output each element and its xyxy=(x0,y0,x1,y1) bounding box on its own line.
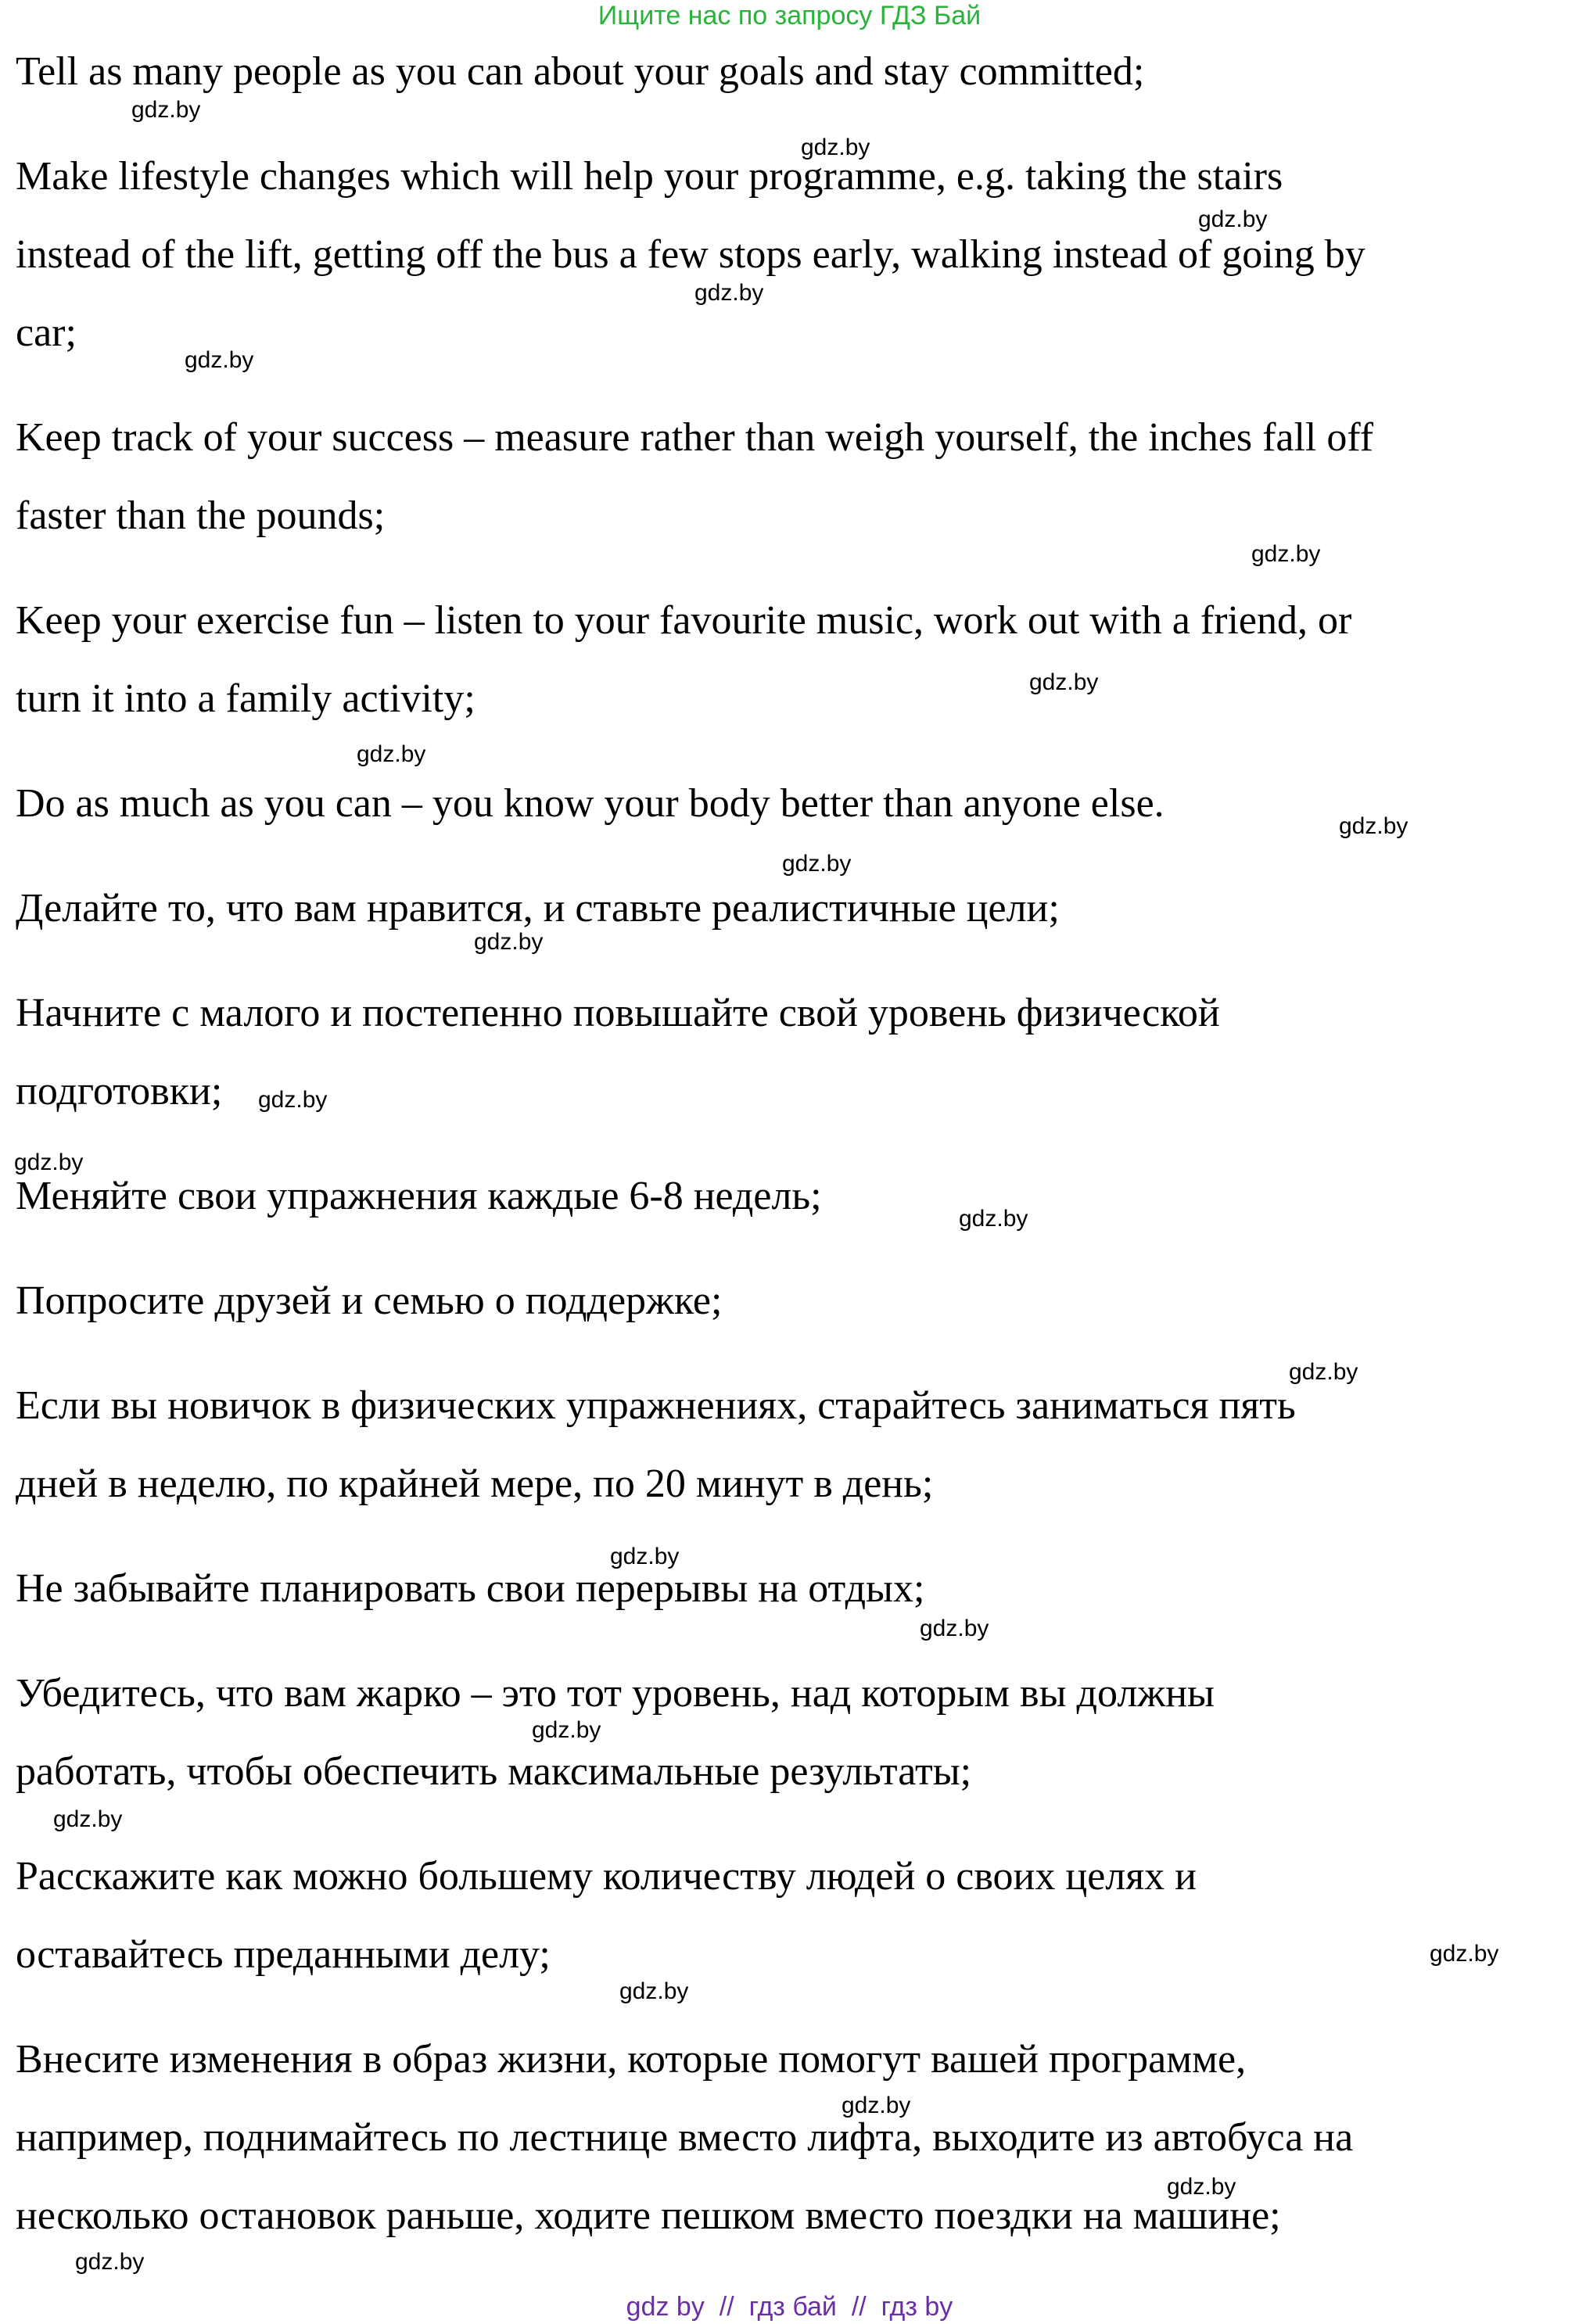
text-line: Убедитесь, что вам жарко – это тот уровень, над которым вы должны xyxy=(16,1671,1215,1716)
footer-links xyxy=(0,2291,1579,2322)
watermark: gdz.by xyxy=(1198,206,1268,232)
text-line: дней в неделю, по крайней мере, по 20 минут в день; xyxy=(16,1461,934,1506)
watermark: gdz.by xyxy=(1289,1359,1358,1385)
watermark: gdz.by xyxy=(842,2093,911,2118)
text-line: несколько остановок раньше, ходите пешком вместо поездки на машине; xyxy=(16,2193,1281,2238)
text-line: car; xyxy=(16,310,77,355)
text-line: Tell as many people as you can about your goals and stay committed; xyxy=(16,49,1145,94)
text-line: Если вы новичок в физических упражнениях, старайтесь заниматься пять xyxy=(16,1383,1296,1428)
watermark: gdz.by xyxy=(694,280,764,306)
watermark: gdz.by xyxy=(532,1717,601,1743)
text-line: оставайтесь преданными делу; xyxy=(16,1932,551,1977)
text-line: подготовки; xyxy=(16,1069,223,1114)
text-line: turn it into a family activity; xyxy=(16,676,475,721)
watermark: gdz.by xyxy=(357,741,426,767)
text-line: Расскажите как можно большему количеству людей о своих целях и xyxy=(16,1854,1197,1899)
text-line: Делайте то, что вам нравится, и ставьте реалистичные цели; xyxy=(16,886,1060,931)
text-line: Внесите изменения в образ жизни, которые помогут вашей программе, xyxy=(16,2037,1247,2082)
text-line: Попросите друзей и семью о поддержке; xyxy=(16,1279,723,1323)
text-line: Do as much as you can – you know your body better than anyone else. xyxy=(16,781,1165,826)
text-line: faster than the pounds; xyxy=(16,493,386,538)
watermark: gdz.by xyxy=(1029,669,1099,695)
text-line: Меняйте свои упражнения каждые 6-8 недель; xyxy=(16,1174,822,1218)
text-line: Keep track of your success – measure rather than weigh yourself, the inches fall off xyxy=(16,415,1374,460)
watermark: gdz.by xyxy=(801,134,870,160)
watermark: gdz.by xyxy=(75,2249,145,2275)
watermark: gdz.by xyxy=(920,1616,989,1641)
watermark: gdz.by xyxy=(474,929,544,955)
watermark: gdz.by xyxy=(1430,1941,1499,1967)
watermark: gdz.by xyxy=(131,97,201,123)
watermark: gdz.by xyxy=(959,1206,1028,1232)
text-line: Keep your exercise fun – listen to your favourite music, work out with a friend, or xyxy=(16,598,1352,643)
footer-link-gdz-by[interactable]: gdz by xyxy=(626,2292,705,2322)
watermark: gdz.by xyxy=(1251,541,1321,567)
text-line: например, поднимайтесь по лестнице вместо лифта, выходите из автобуса на xyxy=(16,2115,1354,2160)
footer-link-gdz-by-ru[interactable]: гдз by xyxy=(881,2292,953,2322)
watermark: gdz.by xyxy=(619,1978,689,2004)
watermark: gdz.by xyxy=(610,1544,680,1569)
header-banner: Ищите нас по запросу ГДЗ Бай xyxy=(598,1,981,30)
footer-separator: // xyxy=(851,2292,867,2322)
watermark: gdz.by xyxy=(782,851,852,877)
text-line: instead of the lift, getting off the bus a few stops early, walking instead of going by xyxy=(16,232,1365,277)
watermark: gdz.by xyxy=(53,1806,123,1832)
text-line: Make lifestyle changes which will help your programme, e.g. taking the stairs xyxy=(16,154,1283,199)
watermark: gdz.by xyxy=(258,1087,328,1113)
watermark: gdz.by xyxy=(1167,2174,1236,2200)
watermark: gdz.by xyxy=(14,1149,84,1175)
footer-link-gdz-bai[interactable]: гдз бай xyxy=(748,2292,837,2322)
footer-separator: // xyxy=(719,2292,734,2322)
text-line: Не забывайте планировать свои перерывы на отдых; xyxy=(16,1566,925,1611)
text-line: работать, чтобы обеспечить максимальные результаты; xyxy=(16,1749,972,1794)
text-line: Начните с малого и постепенно повышайте свой уровень физической xyxy=(16,991,1220,1035)
watermark: gdz.by xyxy=(1339,813,1409,839)
watermark: gdz.by xyxy=(185,347,254,373)
